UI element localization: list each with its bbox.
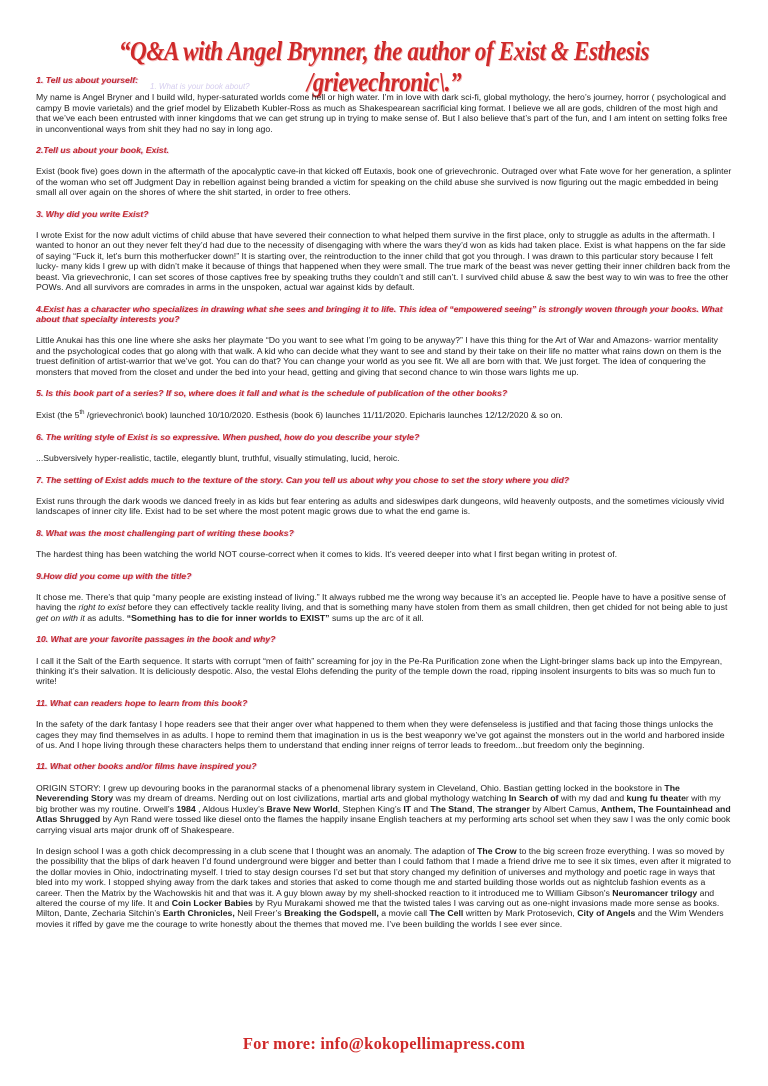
answer-5-part: Exist (the 5	[36, 410, 80, 421]
answer-9-italic: get on with it	[36, 612, 85, 623]
answer-4: Little Anukai has this one line where she asks her playmate “Do you want to see what I’m going to be anyway?” I have this thing for the Art of War and Amazons- warrior mentality and the psychological codes that go along with that walk. A kid who can decide what they want to see and stand by their take on their life no matter what rains down on them is the truest definition of artist-warrior that we’ve got. You can do that? You can change your world as you see fit. We all are born with that. We just forget. The idea of conquering the monsters that moved from the closet and under the bed into your head, getting and giving that second chance to win those wars lights me up.	[36, 335, 722, 377]
answer-2: Exist (book five) goes down in the aftermath of the apocalyptic cave-in that kicked off Eutaxis, book one of grievechronic. Outraged over what Fate wove for her generation, a splinter of the woman who set off Judgment Day in rebellion against being branded a victim for speaking on the child abuse she survived is now figuring out the magic embedded in being small all over again on the shores of where the shit started, in order to free others.	[36, 166, 732, 198]
question-11b: 11. What other books and/or films have inspired you?	[36, 761, 257, 772]
origin-text: In design school I was a goth chick decompressing in a club scene that I thought was an anomaly. The adaption of	[36, 845, 478, 856]
origin-text: by Ryu Murakami showed me that the twisted tales I was carving out as one-night invasions made more sense as books. Milton, Dante, Zecharia Sitchin’s	[36, 897, 720, 919]
origin-text: ORIGIN STORY: I grew up devouring books in the paranormal stacks of a phenomenal library system in Cleveland, Ohio. Bastian getting locked in the bookstore in	[36, 782, 665, 793]
origin-title: Anthem, The Fountainhead and Atlas Shrugged	[36, 803, 731, 825]
origin-text: to the big screen froze everything. I was so moved by the possibility that the blips of dark heaven I’d found underground were bigger and better than I could fathom that I made a friend drive me to see it six times, even after it migrated to the dollar movies in Ohio, indoctrinating myself. I tried to stay design courses I’d set but that story changed my definition of universes and mythology and poetic rage in ways that bled into my work. I stopped shying away from the dark takes and stories that asked to come though me and started building those worlds out as nightclub fashion events as a career. Then the Matrix by the Wachowskis hit and that was it. A guy blown away by my shell-shocked reaction to it introduced me to William Gibson's	[36, 845, 731, 898]
origin-title: 1984	[176, 803, 196, 814]
answer-6: ...Subversively hyper-realistic, tactile, elegantly blunt, truthful, visually stimulating, lucid, heroic.	[36, 453, 400, 464]
question-8: 8. What was the most challenging part of writing these books?	[36, 527, 294, 538]
question-4: 4.Exist has a character who specializes in drawing what she sees and bringing it to life. This idea of “empowered seeing” is strongly woven through your books. What about that specialty interests you?	[36, 303, 723, 324]
document-title: “Q&A with Angel Brynner, the author of Exist & Esthesis /grievechronic\.”	[118, 36, 650, 97]
answer-5-part: /grievechronic\ book) launched 10/10/2020. Esthesis (book 6) launches 11/11/2020. Epicharis launches 12/12/2020 & so on.	[84, 410, 563, 421]
origin-title: In Search of	[508, 793, 559, 804]
origin-title: Brave New World	[266, 803, 338, 814]
origin-text: ,	[472, 803, 478, 814]
answer-1: My name is Angel Bryner and I build wild, hyper-saturated worlds come hell or high water. I’m in love with dark sci-fi, global mythology, the hero’s journey, horror ( psychological and campy B movie varietals) and the grief model by Elizabeth Kubler-Ross as much as Shakespearean sacrificial king format. I believe we all are gods, children of the most high and that we’ve each been entrusted with inner kingdoms that we can get strung up in trying to make sense of. But I also believe that’s part of the fun, and I am intent on setting folks free in unconventional ways from shit they had no say in long ago.	[36, 92, 728, 134]
origin-story-paragraph-1	[36, 783, 732, 835]
origin-title: Coin Locker Babies	[171, 897, 253, 908]
origin-text: written by Mark Protosevich,	[463, 908, 578, 919]
origin-text: , Aldous Huxley’s	[195, 803, 267, 814]
answer-8: The hardest thing has been watching the world NOT course-correct when it comes to kids. It’s veered deeper into what I first began writing in protest of.	[36, 549, 618, 560]
question-11a: 11. What can readers hope to learn from this book?	[36, 697, 248, 708]
origin-title: Neuromancer trilogy	[612, 887, 698, 898]
origin-title: The stranger	[477, 803, 530, 814]
origin-text: with my dad and	[558, 793, 627, 804]
qa-content	[36, 75, 732, 929]
origin-text: , Stephen King’s	[337, 803, 404, 814]
origin-title: The Crow	[477, 845, 517, 856]
origin-text: Neil Freer’s	[234, 908, 285, 919]
origin-text: a movie call	[378, 908, 430, 919]
origin-title: Earth Chronicles,	[162, 908, 235, 919]
origin-story-paragraph-2	[36, 846, 732, 929]
answer-9	[36, 592, 732, 623]
ghost-overlay-text: 1. What is your book about?	[150, 82, 250, 91]
origin-title: IT	[403, 803, 412, 814]
origin-text: by Albert Camus,	[529, 803, 601, 814]
origin-text: and the Wim Wenders movies it riffed by gave me the courage to write honestly about the themes that moved me. I’ve been building the worlds I see ever since.	[36, 908, 724, 929]
question-7: 7. The setting of Exist adds much to the texture of the story. Can you tell us about why you chose to set the story where you did?	[36, 474, 570, 485]
question-10: 10. What are your favorite passages in the book and why?	[36, 634, 276, 645]
origin-text: by Ayn Rand were tossed like diesel onto the flames the happily insane English teachers at my performing arts school set when they saw I was the only comic book carrying visual arts major drunk off of Shakespeare.	[36, 814, 731, 835]
contact-footer: For more: info@kokopellimapress.com	[242, 1034, 526, 1053]
question-1: 1. Tell us about yourself:	[36, 75, 139, 85]
origin-title: The Stand	[430, 803, 473, 814]
answer-7: Exist runs through the dark woods we danced freely in as kids but fear entering as adults and sideswipes dark dungeons, wild heavenly outposts, and the sometimes viciously vivid landscapes of inner city life. Exist had to be set where the most potent magic grows due to what the end game is.	[36, 495, 725, 517]
origin-title: The Cell	[429, 908, 464, 919]
origin-title: kung fu theate	[626, 793, 686, 804]
origin-text: and	[411, 803, 431, 814]
answer-11a: In the safety of the dark fantasy I hope readers see that their anger over what happened to them when they were defenseless is justified and that facing those things unlocks the cages they may find themselves in as adults. I hope to remind them that imagination in us is the best weaponry we’ve got against the monsters out in the world and harbored inside of us. And I hope living through these characters helps them to understand that ending inner reigns of terror leads to freedom...but freedom only the beginning.	[36, 719, 725, 751]
question-6: 6. The writing style of Exist is so expressive. When pushed, how do you describe your style?	[36, 431, 420, 442]
origin-text: and altered the course of my life. It and	[36, 887, 715, 908]
answer-5-superscript: th	[79, 410, 85, 417]
answer-9-part: sums up the arc of it all.	[329, 612, 424, 623]
origin-title: City of Angels	[577, 908, 636, 919]
origin-text: r with my big brother was my routine. Orwell’s	[36, 793, 721, 814]
origin-text: was my dream of dreams. Nerding out on lost civilizations, martial arts and global mythology watching	[113, 793, 509, 804]
origin-title: Breaking the Godspell,	[284, 908, 379, 919]
answer-9-part: before they can effectively tackle reality living, and that is something many have stolen from them as small children, then get chided for not being able to just	[125, 602, 728, 613]
answer-9-part: It chose me. There’s that quip “many people are existing instead of living.” It always rubbed me the wrong way because it’s an accepted lie. People have to have a positive sense of having the	[36, 592, 726, 613]
answer-10: I call it the Salt of the Earth sequence. It starts with corrupt “men of faith” screaming for joy in the Pe-Ra Purification zone when the Light-bringer slams back up into the Empyrean, thinking it’s their salvation. It is deliciously despotic. Also, the vestal Elohs defending the purity of the temple down the road, ripping insolent insurgents to bits was so much fun to write!	[36, 655, 723, 687]
question-3: 3. Why did you write Exist?	[36, 208, 149, 219]
answer-3: I wrote Exist for the now adult victims of child abuse that have severed their connection to what helped them survive in the first place, only to struggle as adults in the aftermath. I wanted to honor an out they never felt they’d had due to the necessity of disengaging with where the wars they’d won as kids had taken place. Exist is what happens on the far side of saying “Fuck it, let’s burn this motherfucker down!” It is starting over, the reintroduction to the inner child that got you through. I was drawn to this particular story because I felt lucky- many kids I grew up with didn’t make it because of things that happened when they were small. The true mark of the beast was never getting their inner children back from the beast. Via grievechronic, I can set scores of those captives free by speaking truths they couldn’t and still can’t. I survived child abuse & saw the best way to win was to free the other POWs. And all survivors are comrades in arms in the unspoken, actual war against kids by default.	[36, 230, 731, 293]
answer-5	[36, 410, 732, 420]
answer-9-part: as adults.	[84, 612, 127, 623]
answer-9-italic: right to exist	[78, 602, 126, 613]
question-2: 2.Tell us about your book, Exist.	[36, 145, 169, 156]
origin-title: The Neverending Story	[36, 782, 680, 804]
answer-9-bold: “Something has to die for inner worlds to EXIST”	[126, 612, 330, 623]
question-5: 5. Is this book part of a series? If so, where does it fall and what is the schedule of publication of the other books?	[36, 387, 508, 398]
question-9: 9.How did you come up with the title?	[36, 570, 192, 581]
